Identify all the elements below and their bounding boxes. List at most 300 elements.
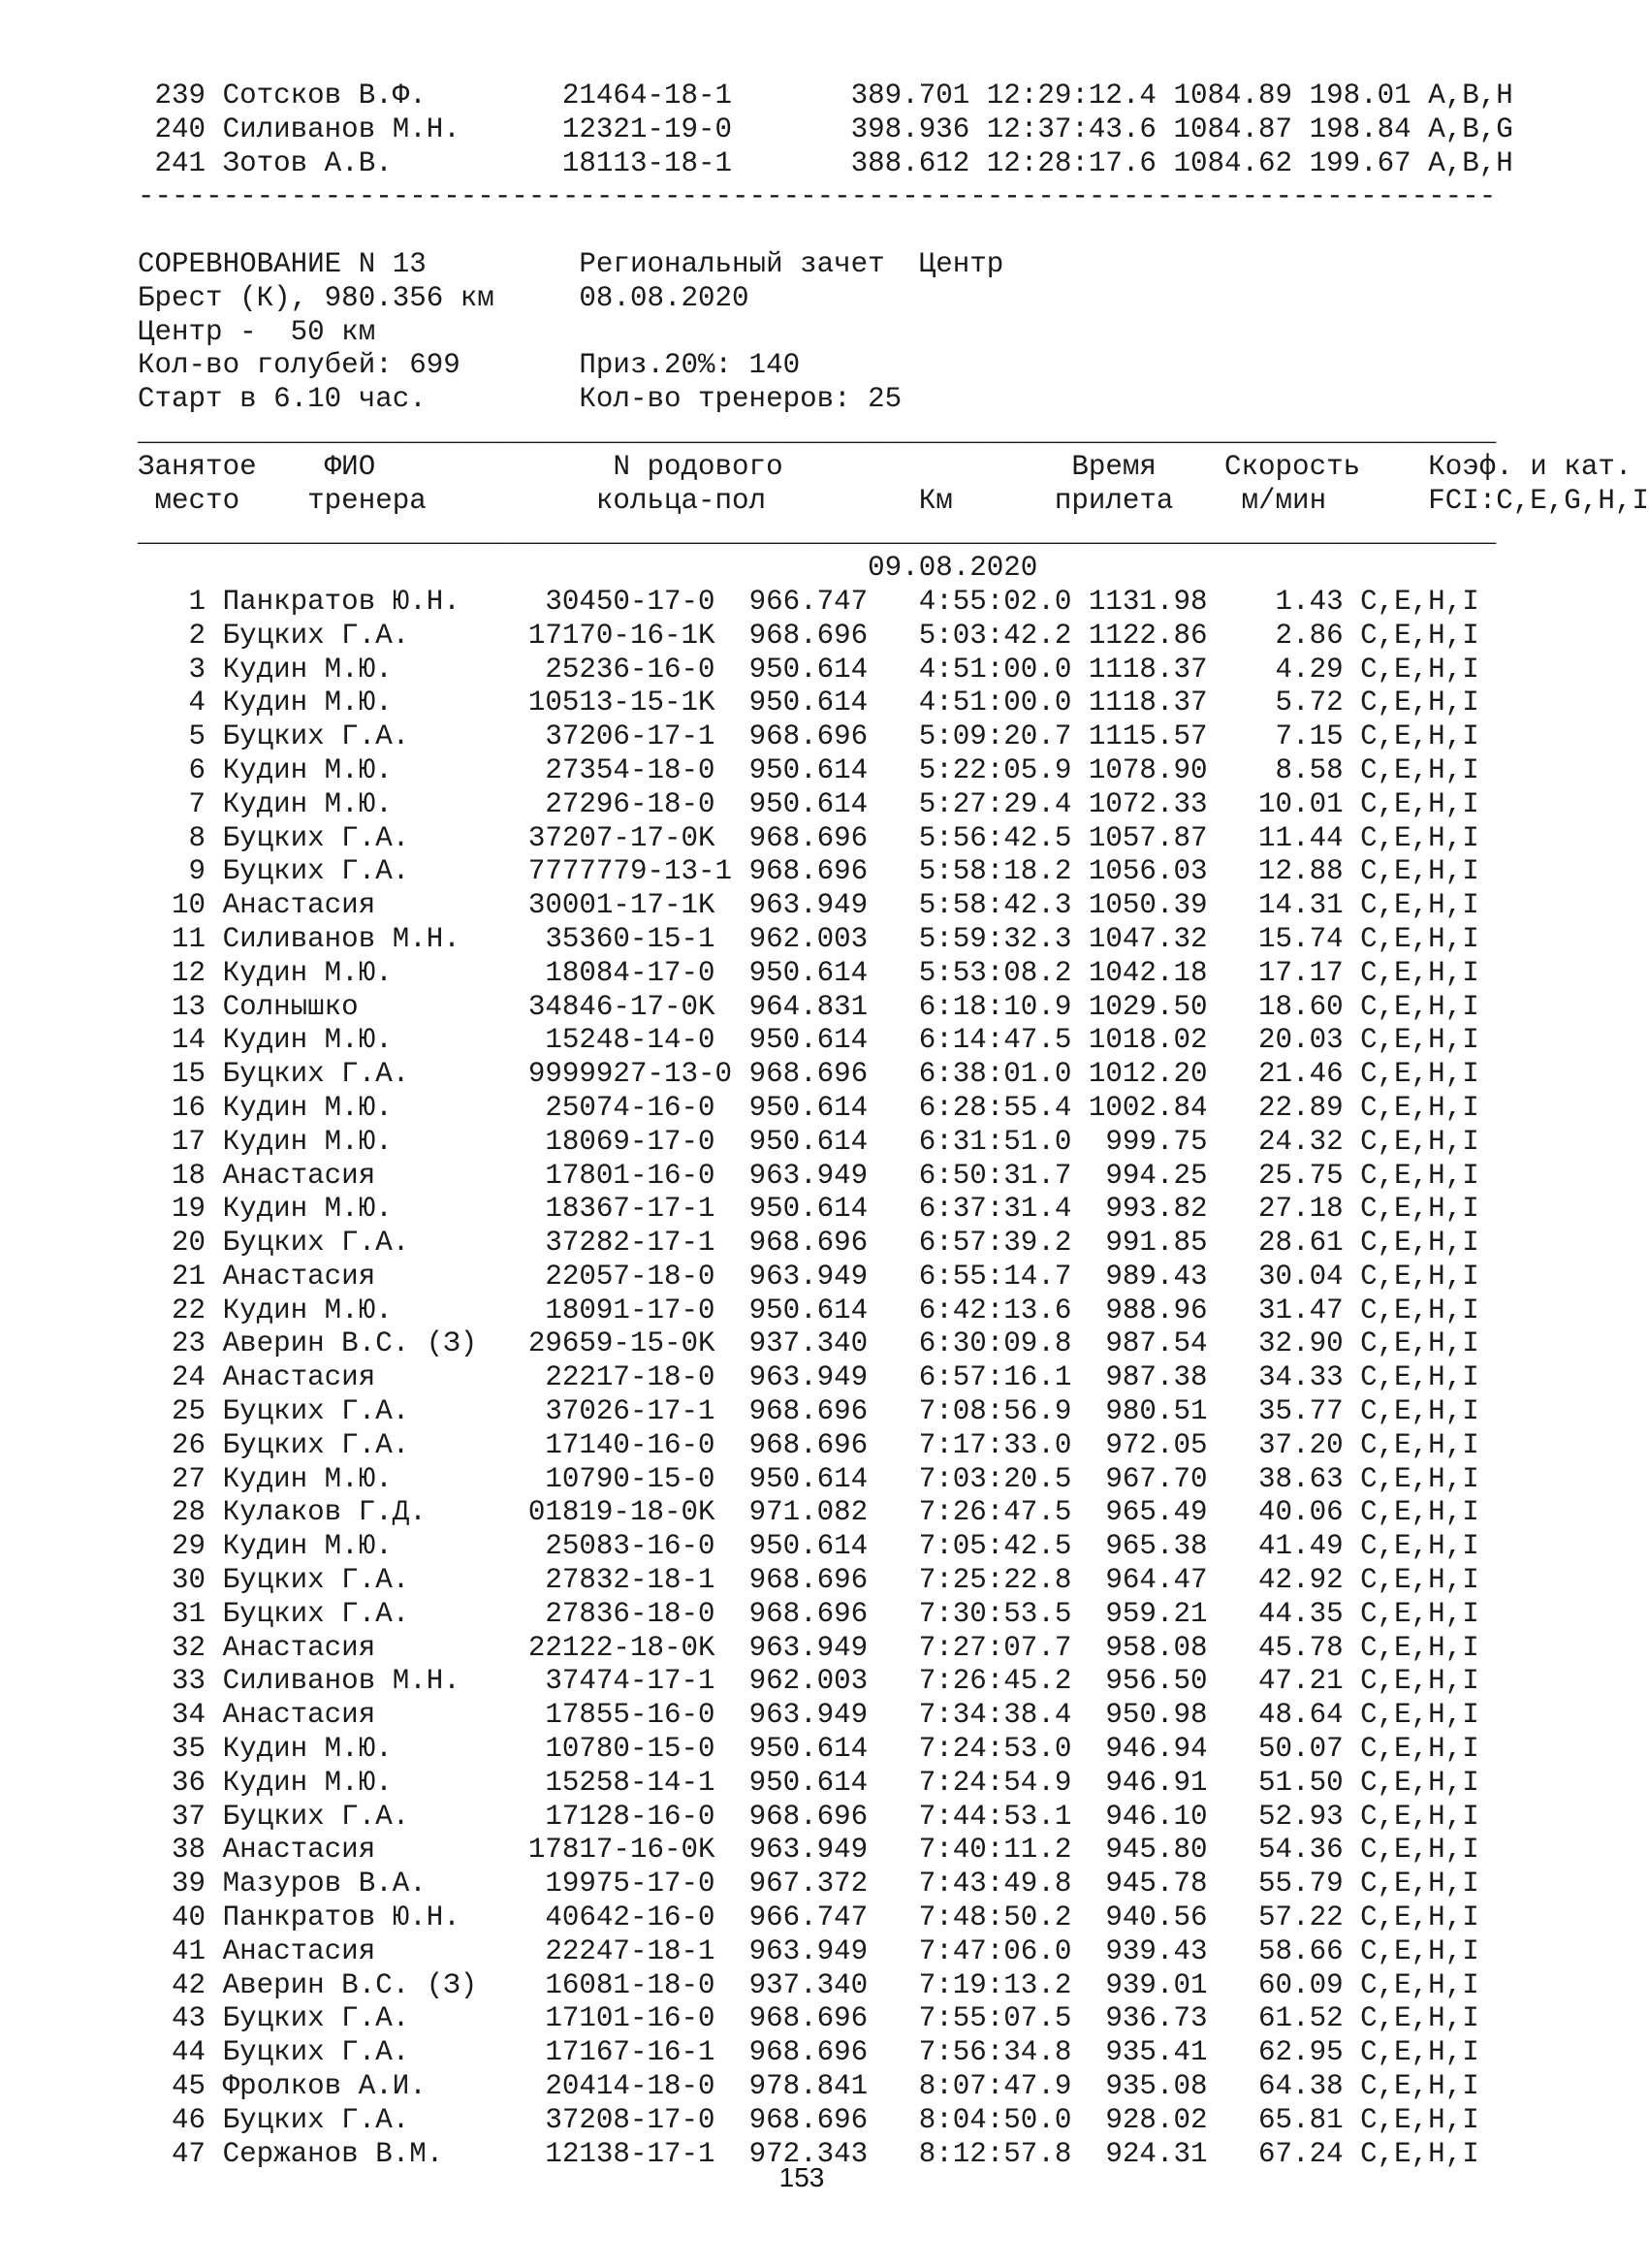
speed: 1042.18 [1088, 956, 1208, 989]
table-row [138, 720, 1649, 754]
category: C,E,H,I [1360, 1227, 1479, 1260]
arrival-time: 7:30:53.5 [918, 1597, 1072, 1630]
fancier-name: Буцких Г.А. [222, 1597, 410, 1630]
competition-info-line [138, 282, 1649, 316]
distance-km: 388.612 [850, 146, 970, 179]
place: 25 [172, 1395, 206, 1428]
arrival-time: 5:53:08.2 [918, 956, 1072, 989]
table-row [138, 1294, 1649, 1328]
fancier-name: Буцких Г.А. [222, 821, 410, 854]
distance-km: 950.614 [748, 653, 869, 686]
coefficient: 31.47 [1258, 1294, 1344, 1326]
place: 2 [188, 619, 206, 652]
speed: 967.70 [1105, 1462, 1208, 1495]
arrival-time: 6:28:55.4 [918, 1091, 1072, 1124]
header-cell: Время [1071, 450, 1157, 483]
fancier-name: Буцких Г.А. [222, 1800, 410, 1833]
distance-km: 950.614 [748, 1091, 869, 1124]
coefficient: 37.20 [1258, 1428, 1344, 1461]
category: C,E,H,I [1360, 2103, 1479, 2136]
ring-number: 27296-18-0 [545, 787, 715, 820]
ring-number: 17101-16-0 [545, 2002, 715, 2035]
distance-km: 968.696 [748, 2002, 869, 2035]
prev-result-row [138, 147, 1649, 181]
coefficient: 24.32 [1258, 1125, 1344, 1158]
fancier-name: Кудин М.Ю. [222, 687, 393, 719]
coefficient: 38.63 [1258, 1462, 1344, 1495]
competition-info-left: СОРЕВНОВАНИЕ N 13 [138, 247, 427, 280]
place: 8 [188, 821, 206, 854]
competition-info-right: Кол-во тренеров: 25 [579, 383, 903, 416]
header-cell: кольца-пол [595, 484, 767, 517]
competition-info-left: Старт в 6.10 час. [138, 383, 427, 416]
coefficient: 32.90 [1258, 1327, 1344, 1360]
category: C,E,H,I [1360, 720, 1479, 753]
fancier-name: Анастасия [222, 1934, 376, 1967]
ring-number: 37026-17-1 [545, 1395, 715, 1428]
place: 5 [188, 720, 206, 753]
ring-number: 25083-16-0 [545, 1530, 715, 1563]
speed: 936.73 [1105, 2002, 1208, 2035]
speed: 989.43 [1105, 1260, 1208, 1293]
fancier-name: Буцких Г.А. [222, 619, 410, 652]
distance-km: 968.696 [748, 855, 869, 888]
ring-number: 18113-18-1 [561, 146, 733, 179]
arrival-time: 5:27:29.4 [918, 787, 1072, 820]
arrival-time: 8:04:50.0 [918, 2103, 1072, 2136]
coefficient: 12.88 [1258, 855, 1344, 888]
place: 7 [188, 787, 206, 820]
ring-number: 19975-17-0 [545, 1868, 715, 1901]
fancier-name: Буцких Г.А. [222, 1058, 410, 1091]
table-row [138, 1160, 1649, 1194]
place: 38 [172, 1834, 206, 1867]
coefficient: 42.92 [1258, 1564, 1344, 1597]
distance-km: 950.614 [748, 753, 869, 786]
coefficient: 27.18 [1258, 1193, 1344, 1226]
category: C,E,H,I [1360, 1766, 1479, 1799]
arrival-time: 7:27:07.7 [918, 1631, 1072, 1664]
speed: 945.78 [1105, 1868, 1208, 1901]
fancier-name: Сержанов В.М. [222, 2137, 444, 2170]
category: C,E,H,I [1360, 1428, 1479, 1461]
coefficient: 35.77 [1258, 1395, 1344, 1428]
fancier-name: Буцких Г.А. [222, 1395, 410, 1428]
ring-number: 27354-18-0 [545, 753, 715, 786]
category: C,E,H,I [1360, 687, 1479, 719]
place: 41 [172, 1934, 206, 1967]
ring-number: 7777779-13-1 [527, 855, 733, 888]
place: 23 [172, 1327, 206, 1360]
arrival-time: 5:58:42.3 [918, 889, 1072, 922]
arrival-time: 7:24:54.9 [918, 1766, 1072, 1799]
arrival-time: 6:50:31.7 [918, 1159, 1072, 1192]
table-row [138, 754, 1649, 788]
place: 19 [172, 1193, 206, 1226]
category: C,E,H,I [1360, 1564, 1479, 1597]
table-row [138, 1564, 1649, 1598]
category: C,E,H,I [1360, 2070, 1479, 2103]
distance-km: 963.949 [748, 1159, 869, 1192]
competition-info-right: 08.08.2020 [579, 281, 749, 314]
arrival-time: 7:19:13.2 [918, 1968, 1072, 2001]
distance-km: 968.696 [748, 2036, 869, 2069]
prev-result-row [138, 80, 1649, 113]
category: C,E,H,I [1360, 1496, 1479, 1529]
ring-number: 17801-16-0 [545, 1159, 715, 1192]
fancier-name: Кудин М.Ю. [222, 1766, 393, 1799]
distance-km: 968.696 [748, 1800, 869, 1833]
place: 21 [172, 1260, 206, 1293]
ring-number: 30450-17-0 [545, 585, 715, 618]
distance-km: 968.696 [748, 619, 869, 652]
distance-km: 937.340 [748, 1327, 869, 1360]
place: 28 [172, 1496, 206, 1529]
place: 4 [188, 687, 206, 719]
coefficient: 2.86 [1275, 619, 1344, 652]
speed: 1084.62 [1173, 146, 1293, 179]
underline-separator: ________________________________________________________________________________ [138, 416, 1497, 449]
ring-number: 18069-17-0 [545, 1125, 715, 1158]
table-row [138, 1463, 1649, 1497]
table-row [138, 1327, 1649, 1361]
fancier-name: Буцких Г.А. [222, 1564, 410, 1597]
speed: 956.50 [1105, 1665, 1208, 1698]
ring-number: 34846-17-0K [527, 990, 715, 1023]
ring-number: 17167-16-1 [545, 2036, 715, 2069]
fancier-name: Анастасия [222, 1260, 376, 1293]
arrival-time: 6:57:16.1 [918, 1361, 1072, 1394]
place: 33 [172, 1665, 206, 1698]
prev-result-row [138, 113, 1649, 147]
table-row [138, 620, 1649, 654]
fancier-name: Кудин М.Ю. [222, 1024, 393, 1057]
category: C,E,H,I [1360, 1699, 1479, 1732]
speed: 972.05 [1105, 1428, 1208, 1461]
place: 1 [188, 585, 206, 618]
distance-km: 937.340 [748, 1968, 869, 2001]
coefficient: 18.60 [1258, 990, 1344, 1023]
dash-separator: -------------------------------------------------------------------------------- [138, 180, 1497, 213]
distance-km: 963.949 [748, 1361, 869, 1394]
table-row [138, 1024, 1649, 1058]
category: C,E,H,I [1360, 1631, 1479, 1664]
header-cell: место [154, 484, 240, 517]
arrival-time: 5:03:42.2 [918, 619, 1072, 652]
speed: 950.98 [1105, 1699, 1208, 1732]
arrival-time: 6:18:10.9 [918, 990, 1072, 1023]
speed: 1118.37 [1088, 687, 1208, 719]
arrival-time: 4:55:02.0 [918, 585, 1072, 618]
place: 32 [172, 1631, 206, 1664]
distance-km: 963.949 [748, 1631, 869, 1664]
coefficient: 7.15 [1275, 720, 1344, 753]
header-cell: тренера [307, 484, 427, 517]
coefficient: 62.95 [1258, 2036, 1344, 2069]
coefficient: 28.61 [1258, 1227, 1344, 1260]
coefficient: 45.78 [1258, 1631, 1344, 1664]
speed: 1131.98 [1088, 585, 1208, 618]
speed: 987.38 [1105, 1361, 1208, 1394]
arrival-time: 8:12:57.8 [918, 2137, 1072, 2170]
place: 10 [172, 889, 206, 922]
place: 34 [172, 1699, 206, 1732]
page-number: 153 [778, 2162, 825, 2192]
header-cell: Занятое [138, 450, 257, 483]
table-row [138, 1429, 1649, 1463]
header-cell: Коэф. и кат. [1428, 450, 1633, 483]
speed: 928.02 [1105, 2103, 1208, 2136]
table-row [138, 2070, 1649, 2104]
distance-km: 950.614 [748, 1125, 869, 1158]
arrival-time: 12:29:12.4 [986, 80, 1157, 112]
table-row [138, 1598, 1649, 1632]
arrival-time: 7:47:06.0 [918, 1934, 1072, 1967]
competition-info-left: Центр - 50 км [138, 315, 376, 348]
coefficient: 21.46 [1258, 1058, 1344, 1091]
distance-km: 978.841 [748, 2070, 869, 2103]
fancier-name: Силиванов М.Н. [222, 922, 460, 955]
speed: 1115.57 [1088, 720, 1208, 753]
speed: 1002.84 [1088, 1091, 1208, 1124]
coefficient: 60.09 [1258, 1968, 1344, 2001]
coefficient: 51.50 [1258, 1766, 1344, 1799]
ring-number: 29659-15-0K [527, 1327, 715, 1360]
distance-km: 950.614 [748, 1294, 869, 1326]
distance-km: 971.082 [748, 1496, 869, 1529]
ring-number: 37282-17-1 [545, 1227, 715, 1260]
ring-number: 37207-17-0K [527, 821, 715, 854]
coefficient: 50.07 [1258, 1733, 1344, 1766]
coefficient: 58.66 [1258, 1934, 1344, 1967]
category: C,E,H,I [1360, 1260, 1479, 1293]
category: C,E,H,I [1360, 585, 1479, 618]
table-row [138, 1665, 1649, 1699]
distance-km: 968.696 [748, 1428, 869, 1461]
place: 22 [172, 1294, 206, 1326]
distance-km: 962.003 [748, 922, 869, 955]
speed: 1018.02 [1088, 1024, 1208, 1057]
coefficient: 14.31 [1258, 889, 1344, 922]
ring-number: 10780-15-0 [545, 1733, 715, 1766]
fancier-name: Буцких Г.А. [222, 720, 410, 753]
speed: 946.10 [1105, 1800, 1208, 1833]
arrival-time: 7:26:47.5 [918, 1496, 1072, 1529]
speed: 1057.87 [1088, 821, 1208, 854]
arrival-time: 6:57:39.2 [918, 1227, 1072, 1260]
table-row [138, 1261, 1649, 1294]
fancier-name: Сотсков В.Ф. [222, 80, 427, 112]
coefficient: 67.24 [1258, 2137, 1344, 2170]
arrival-time: 5:58:18.2 [918, 855, 1072, 888]
arrival-time: 7:25:22.8 [918, 1564, 1072, 1597]
table-header-line [138, 451, 1649, 485]
header-cell: ФИО [324, 450, 376, 483]
fancier-name: Анастасия [222, 1361, 376, 1394]
speed: 935.41 [1105, 2036, 1208, 2069]
ring-number: 17128-16-0 [545, 1800, 715, 1833]
place: 31 [172, 1597, 206, 1630]
table-header-line [138, 485, 1649, 519]
fancier-name: Буцких Г.А. [222, 1227, 410, 1260]
coefficient: 199.67 [1309, 146, 1411, 179]
place: 27 [172, 1462, 206, 1495]
speed: 980.51 [1105, 1395, 1208, 1428]
distance-km: 972.343 [748, 2137, 869, 2170]
table-row [138, 1058, 1649, 1092]
flight-date: 09.08.2020 [868, 552, 1038, 585]
fancier-name: Анастасия [222, 1159, 376, 1192]
category: C,E,H,I [1360, 1361, 1479, 1394]
arrival-time: 7:05:42.5 [918, 1530, 1072, 1563]
fancier-name: Панкратов Ю.Н. [222, 585, 460, 618]
table-row [138, 586, 1649, 620]
table-header [138, 451, 1649, 519]
place: 6 [188, 753, 206, 786]
competition-info-line [138, 248, 1649, 282]
place: 39 [172, 1868, 206, 1901]
speed: 965.49 [1105, 1496, 1208, 1529]
table-row [138, 855, 1649, 889]
ring-number: 17170-16-1K [527, 619, 715, 652]
table-row [138, 2002, 1649, 2036]
arrival-time: 6:38:01.0 [918, 1058, 1072, 1091]
table-row [138, 1834, 1649, 1868]
ring-number: 21464-18-1 [561, 80, 733, 112]
ring-number: 18367-17-1 [545, 1193, 715, 1226]
fancier-name: Солнышко [222, 990, 359, 1023]
distance-km: 950.614 [748, 956, 869, 989]
ring-number: 17140-16-0 [545, 1428, 715, 1461]
distance-km: 968.696 [748, 821, 869, 854]
results-table [138, 586, 1649, 2171]
category: C,E,H,I [1360, 990, 1479, 1023]
header-cell: N родового [613, 450, 783, 483]
speed: 1056.03 [1088, 855, 1208, 888]
arrival-time: 5:09:20.7 [918, 720, 1072, 753]
table-row [138, 1227, 1649, 1261]
table-row [138, 957, 1649, 991]
ring-number: 22247-18-1 [545, 1934, 715, 1967]
table-row [138, 1699, 1649, 1733]
category: C,E,H,I [1360, 1597, 1479, 1630]
ring-number: 20414-18-0 [545, 2070, 715, 2103]
header-cell: м/мин [1241, 484, 1327, 517]
speed: 924.31 [1105, 2137, 1208, 2170]
distance-km: 963.949 [748, 889, 869, 922]
coefficient: 47.21 [1258, 1665, 1344, 1698]
category: C,E,H,I [1360, 1294, 1479, 1326]
table-row [138, 1733, 1649, 1767]
ring-number: 27836-18-0 [545, 1597, 715, 1630]
arrival-time: 7:26:45.2 [918, 1665, 1072, 1698]
ring-number: 01819-18-0K [527, 1496, 715, 1529]
coefficient: 34.33 [1258, 1361, 1344, 1394]
distance-km: 963.949 [748, 1260, 869, 1293]
distance-km: 968.696 [748, 1227, 869, 1260]
speed: 1122.86 [1088, 619, 1208, 652]
distance-km: 968.696 [748, 1395, 869, 1428]
coefficient: 11.44 [1258, 821, 1344, 854]
competition-info-left: Брест (К), 980.356 км [138, 281, 494, 314]
arrival-time: 12:28:17.6 [986, 146, 1157, 179]
distance-km: 966.747 [748, 1901, 869, 1934]
table-row [138, 1632, 1649, 1666]
place: 12 [172, 956, 206, 989]
arrival-time: 7:40:11.2 [918, 1834, 1072, 1867]
place: 11 [172, 922, 206, 955]
ring-number: 18091-17-0 [545, 1294, 715, 1326]
place: 240 [154, 112, 206, 145]
place: 20 [172, 1227, 206, 1260]
coefficient: 41.49 [1258, 1530, 1344, 1563]
coefficient: 22.89 [1258, 1091, 1344, 1124]
speed: 1012.20 [1088, 1058, 1208, 1091]
ring-number: 15248-14-0 [545, 1024, 715, 1057]
place: 45 [172, 2070, 206, 2103]
arrival-time: 7:17:33.0 [918, 1428, 1072, 1461]
coefficient: 64.38 [1258, 2070, 1344, 2103]
place: 9 [188, 855, 206, 888]
competition-info-right: Приз.20%: 140 [579, 349, 801, 382]
ring-number: 15258-14-1 [545, 1766, 715, 1799]
arrival-time: 6:55:14.7 [918, 1260, 1072, 1293]
ring-number: 12321-19-0 [561, 112, 733, 145]
arrival-time: 7:24:53.0 [918, 1733, 1072, 1766]
ring-number: 25074-16-0 [545, 1091, 715, 1124]
arrival-time: 5:22:05.9 [918, 753, 1072, 786]
header-cell: прилета [1054, 484, 1174, 517]
place: 18 [172, 1159, 206, 1192]
coefficient: 54.36 [1258, 1834, 1344, 1867]
distance-km: 968.696 [748, 2103, 869, 2136]
speed: 994.25 [1105, 1159, 1208, 1192]
fancier-name: Кудин М.Ю. [222, 1733, 393, 1766]
distance-km: 964.831 [748, 990, 869, 1023]
speed: 993.82 [1105, 1193, 1208, 1226]
fancier-name: Анастасия [222, 1834, 376, 1867]
ring-number: 22057-18-0 [545, 1260, 715, 1293]
category: C,E,H,I [1360, 1934, 1479, 1967]
coefficient: 1.43 [1275, 585, 1344, 618]
table-row [138, 1530, 1649, 1564]
ring-number: 40642-16-0 [545, 1901, 715, 1934]
ring-number: 17817-16-0K [527, 1834, 715, 1867]
fancier-name: Кудин М.Ю. [222, 1294, 393, 1326]
date-row [138, 552, 1649, 586]
table-row [138, 788, 1649, 822]
place: 13 [172, 990, 206, 1023]
table-row [138, 822, 1649, 856]
distance-km: 950.614 [748, 1193, 869, 1226]
fancier-name: Кулаков Г.Д. [222, 1496, 427, 1529]
place: 3 [188, 653, 206, 686]
distance-km: 967.372 [748, 1868, 869, 1901]
ring-number: 22122-18-0K [527, 1631, 715, 1664]
place: 35 [172, 1733, 206, 1766]
distance-km: 966.747 [748, 585, 869, 618]
table-row [138, 1969, 1649, 2003]
table-row [138, 1193, 1649, 1227]
fancier-name: Силиванов М.Н. [222, 112, 460, 145]
fancier-name: Буцких Г.А. [222, 2036, 410, 2069]
fancier-name: Фролков А.И. [222, 2070, 427, 2103]
place: 239 [154, 80, 206, 112]
distance-km: 950.614 [748, 1024, 869, 1057]
table-row [138, 1901, 1649, 1935]
table-row [138, 1361, 1649, 1395]
speed: 939.01 [1105, 1968, 1208, 2001]
